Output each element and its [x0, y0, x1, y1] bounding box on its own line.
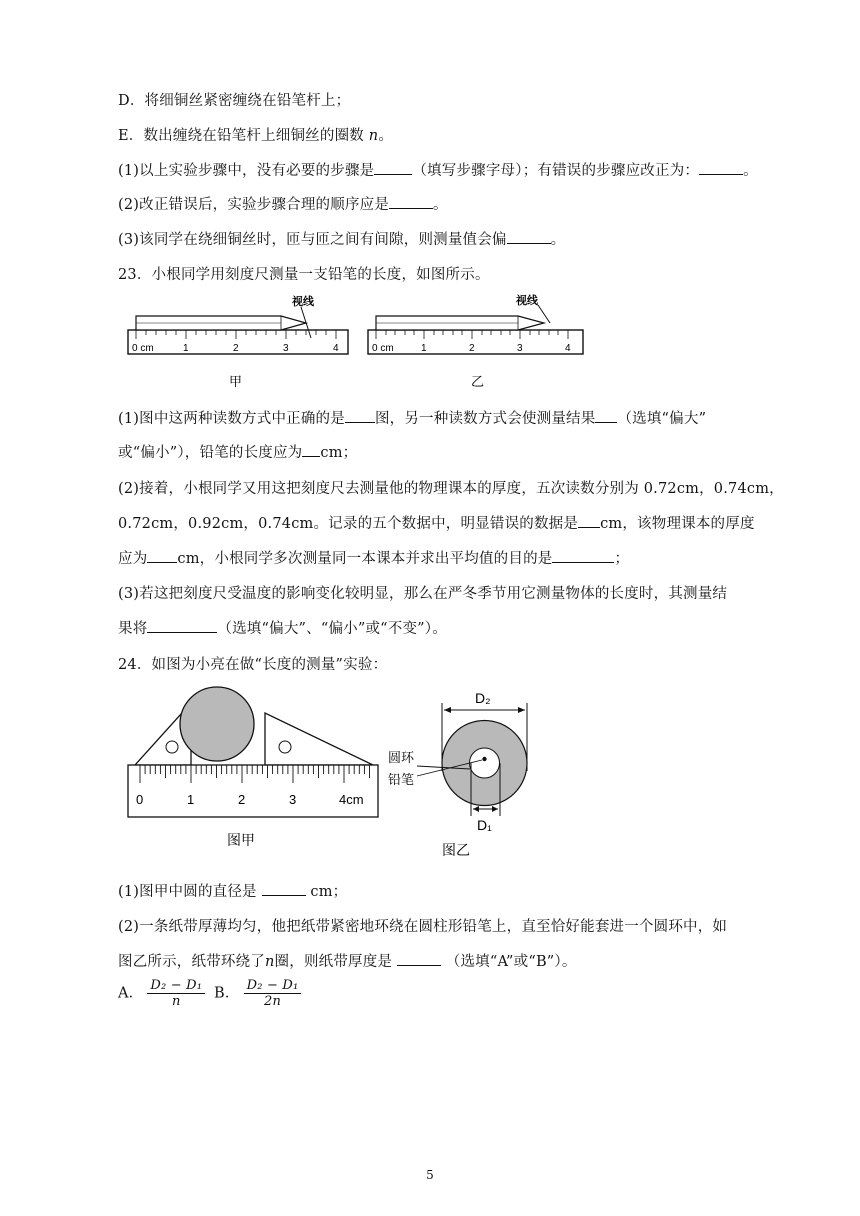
ruler-yi-label-4: 4 — [565, 343, 571, 354]
fig24-ruler-label-4: 4cm — [339, 792, 364, 807]
label-pencil: 铅笔 — [388, 773, 415, 788]
q23-title: 23．小根同学用刻度尺测量一支铅笔的长度，如图所示。 — [118, 267, 490, 283]
figure-24-jia — [128, 687, 378, 848]
page-number: 5 — [426, 1168, 434, 1182]
step-e: E．数出缠绕在铅笔杆上细铜丝的圈数 n。 — [118, 128, 394, 144]
ruler-jia-label-0: 0 cm — [132, 343, 154, 354]
q24-part2-line1: (2)一条纸带厚薄均匀，他把纸带紧密地环绕在圆柱形铅笔上，直至恰好能套进一个圆环中，如 — [118, 919, 728, 935]
ruler-jia-label-3: 3 — [283, 343, 289, 354]
q24-part2-line2: 图乙所示，纸带环绕了n圈，则纸带厚度是 （选填“A”或“B”）。 — [118, 950, 577, 971]
figure-23-rulers — [126, 292, 596, 392]
q24-options — [118, 978, 305, 1009]
ruler-yi-label-2: 2 — [469, 343, 475, 354]
ruler-jia-label-2: 2 — [233, 343, 239, 354]
q23-part2-line1: (2)接着，小根同学又用这把刻度尺去测量他的物理课本的厚度，五次读数分别为 0.72cm，0.74cm， — [118, 481, 784, 497]
label-ring: 圆环 — [388, 751, 415, 766]
q22-part3: (3)该同学在绕细铜丝时，匝与匝之间有间隙，则测量值会偏 。 — [118, 228, 565, 249]
fig24-caption-jia: 图甲 — [227, 832, 255, 848]
q23-part1-line1: (1)图中这两种读数方式中正确的是 图，另一种读数方式会使测量结果 （选填“偏大” — [118, 407, 706, 428]
fig24-ruler-label-0: 0 — [136, 792, 144, 807]
ruler-yi — [368, 330, 583, 354]
label-d2: D₂ — [475, 690, 491, 706]
option-b-label: B． — [214, 985, 240, 1002]
figure-24 — [125, 683, 545, 868]
ruler-jia-label-1: 1 — [183, 343, 189, 354]
option-a-fraction: $\frac{\text{D₂ − D₁}}{n}$ — [147, 978, 205, 1009]
ruler-yi-label-1: 1 — [421, 343, 427, 354]
pencil-jia — [136, 316, 306, 330]
fig24-ruler-label-2: 2 — [238, 792, 246, 807]
q24-title: 24．如图为小亮在做“长度的测量”实验： — [118, 657, 388, 673]
q23-part3-line2: 果将 （选填“偏大”、“偏小”或“不变”）。 — [118, 617, 447, 638]
sightline-label-jia: 视线 — [292, 295, 314, 308]
ruler-yi-label-3: 3 — [517, 343, 523, 354]
q22-part1: (1)以上实验步骤中，没有必要的步骤是 （填写步骤字母）；有错误的步骤应改正为： 。 — [118, 159, 758, 180]
caption-yi: 乙 — [471, 375, 485, 390]
sightline-label-yi: 视线 — [516, 294, 538, 307]
q23-part3-line1: (3)若这把刻度尺受温度的影响变化较明显，那么在严冬季节用它测量物体的长度时，其测量结 — [118, 586, 728, 602]
label-d1: D₁ — [477, 817, 492, 833]
figure-24-yi — [388, 690, 527, 858]
q22-part2: (2)改正错误后，实验步骤合理的顺序应是 。 — [118, 193, 448, 214]
fig24-caption-yi: 图乙 — [442, 842, 470, 858]
q24-part1: (1)图甲中圆的直径是 cm； — [118, 880, 347, 901]
q23-part2-line3: 应为 cm，小根同学多次测量同一本课本并求出平均值的目的是 ； — [118, 547, 629, 568]
q23-part1-line2: 或“偏小”），铅笔的长度应为 cm； — [118, 441, 357, 462]
ruler-jia-label-4: 4 — [333, 343, 339, 354]
step-d: D．将细铜丝紧密缠绕在铅笔杆上； — [118, 93, 351, 109]
ruler-jia — [128, 330, 348, 354]
caption-jia: 甲 — [229, 375, 243, 390]
option-b-fraction: $\frac{\text{D₂ − D₁}}{2n}$ — [244, 978, 302, 1009]
pencil-yi — [376, 316, 544, 330]
option-a-label: A． — [118, 985, 144, 1002]
fig24-ruler-label-1: 1 — [187, 792, 195, 807]
ruler-yi-label-0: 0 cm — [372, 343, 394, 354]
fig24-ruler-label-3: 3 — [289, 792, 297, 807]
q23-part2-line2: 0.72cm，0.92cm，0.74cm。记录的五个数据中，明显错误的数据是 cm，该物理课本的厚度 — [118, 512, 755, 533]
